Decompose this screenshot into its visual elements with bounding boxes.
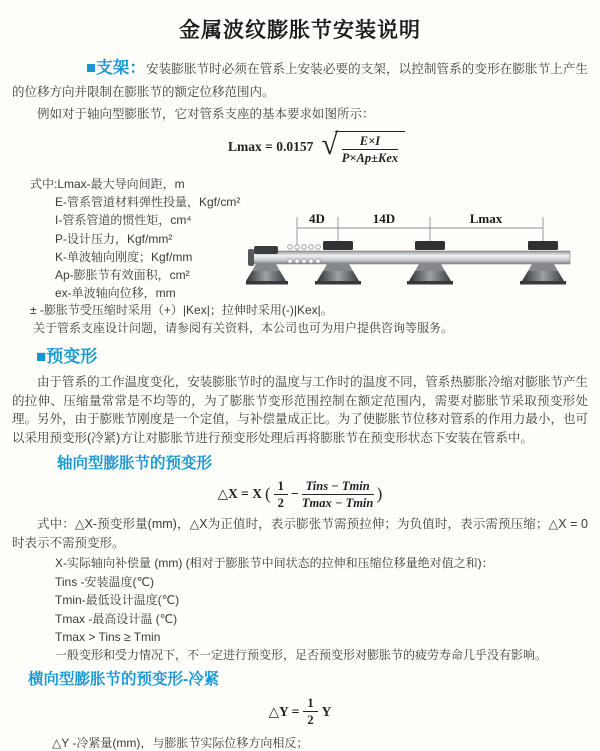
formula-lhs: △X = X xyxy=(217,486,262,502)
square-root xyxy=(321,129,405,165)
formula-lhs: Lmax = 0.0157 xyxy=(228,139,314,154)
plus-minus-note: ± -膨胀节受压缩时采用（+）|Kex|；拉伸时采用(-)|Kex|。 xyxy=(30,303,333,318)
support-example-line: 例如对于轴向型膨胀节，它对管系支座的基本要求如图所示： xyxy=(37,107,375,121)
axial-preform-formula xyxy=(0,478,600,510)
definition-item: Ap-膨胀节有效面积，cm² xyxy=(55,268,190,283)
axial-preform-heading: 轴向型膨胀节的预变形 xyxy=(57,455,213,473)
support-section-heading: ■支架： xyxy=(86,59,146,77)
support-intro-paragraph xyxy=(12,57,588,104)
axial-definition-item: Tmax > Tins ≥ Tmin xyxy=(55,630,161,645)
axial-definition-item: Tins -安装温度(℃) xyxy=(55,574,155,589)
max-guide-spacing-formula xyxy=(228,128,600,166)
axial-formula-description: 式中：△X-预变形量(mm)，△X为正值时，表示膨张节需预拉伸；为负值时，表示需预压缩；△X = 0时表示不需预变形。 xyxy=(12,517,588,551)
consulting-note: 关于管系支座设计问题，请参阅有关资料，本公司也可为用户提供咨询等服务。 xyxy=(33,320,454,335)
axial-definition-item: 一般变形和受力情况下，不一定进行预变形，足否预变形对膨胀节的疲劳寿命几乎没有影响。 xyxy=(55,648,548,663)
page-title: 金属波纹膨胀节安装说明 xyxy=(179,19,421,42)
one-half-fraction: $\frac{1}{2}$ xyxy=(303,696,317,727)
temperature-fraction: $\frac{\text{Tins − Tmin}}{Tmax - Tmin}$ xyxy=(301,478,374,510)
preform-section-heading: ■预变形 xyxy=(36,347,98,367)
definition-item: E-管系管道材料弹性投量，Kgf/cm² xyxy=(55,195,241,210)
formula-lhs: △Y = xyxy=(268,703,300,719)
minus-sign: − xyxy=(290,486,299,502)
lateral-cold-tightening-formula xyxy=(0,698,600,726)
definition-item: P-设计压力，Kgf/mm² xyxy=(55,231,173,246)
close-paren: ) xyxy=(376,484,383,504)
dimension-label-lmax: Lmax xyxy=(469,211,503,226)
pipe-end-cap xyxy=(248,249,254,266)
axial-definition-item: Tmin-最低设计温度(℃) xyxy=(55,593,180,608)
formula-fraction xyxy=(342,134,398,165)
definition-item: 式中:Lmax-最大导向间距，m xyxy=(30,177,185,191)
cold-tightening-note: △Y -冷紧量(mm)，与膨胀节实际位移方向相反； xyxy=(52,735,309,750)
definition-item: I-管系管道的惯性矩，cm⁴ xyxy=(55,213,192,228)
axial-definitions-list xyxy=(0,554,600,664)
support-spacing-diagram xyxy=(246,210,596,305)
fraction-denominator: P×Ap±Kex xyxy=(341,151,399,165)
document-page xyxy=(0,14,600,751)
fraction-numerator: E×I xyxy=(342,134,398,150)
support-intro-text: 安装膨胀节时必须在管系上安装必要的支架，以控制管系的变形在膨胀节上产生的位移方向并限制在膨胀节的额定位移范围内。 xyxy=(12,62,588,99)
definition-item: ex-单波轴向位移，mm xyxy=(55,286,176,301)
dimension-label-4d: 4D xyxy=(309,211,325,226)
formula-rhs: Y xyxy=(321,703,332,719)
preform-body-paragraph: 由于管系的工作温度变化，安装膨胀节时的温度与工作时的温度不同，管系热膨胀冷缩对膨胀节产生的拉伸、压缩量常常是不均等的，为了膨胀节变形范围控制在额定范围内，需要对膨胀节采取预变形处理。另外，由于膨账节刚度是一个定值，与补偿量成正比。为了使膨胀节位移对管系的作用力最小，也可以采用预变形(冷紧)方让对膨胀节进行预变形处理后再将膨胀节在预变形状态下安装在管系中。 xyxy=(12,375,588,445)
axial-definition-item: X-实际轴向补偿量 (mm) (相对于膨胀节中间状态的拉伸和压缩位移量绝对值之和)： xyxy=(55,556,494,571)
dimension-label-14d: 14D xyxy=(372,211,396,226)
open-paren: ( xyxy=(264,484,271,504)
lateral-preform-heading: 横向型膨胀节的预变形-冷紧 xyxy=(28,670,220,688)
definition-item: K-单波轴向刚度；Kgf/mm xyxy=(55,249,193,264)
radical-symbol: √ xyxy=(321,128,338,161)
one-half-fraction: $\frac{1}{2}$ xyxy=(274,479,288,510)
axial-definition-item: Tmax -最高设计温 (℃) xyxy=(55,611,178,626)
